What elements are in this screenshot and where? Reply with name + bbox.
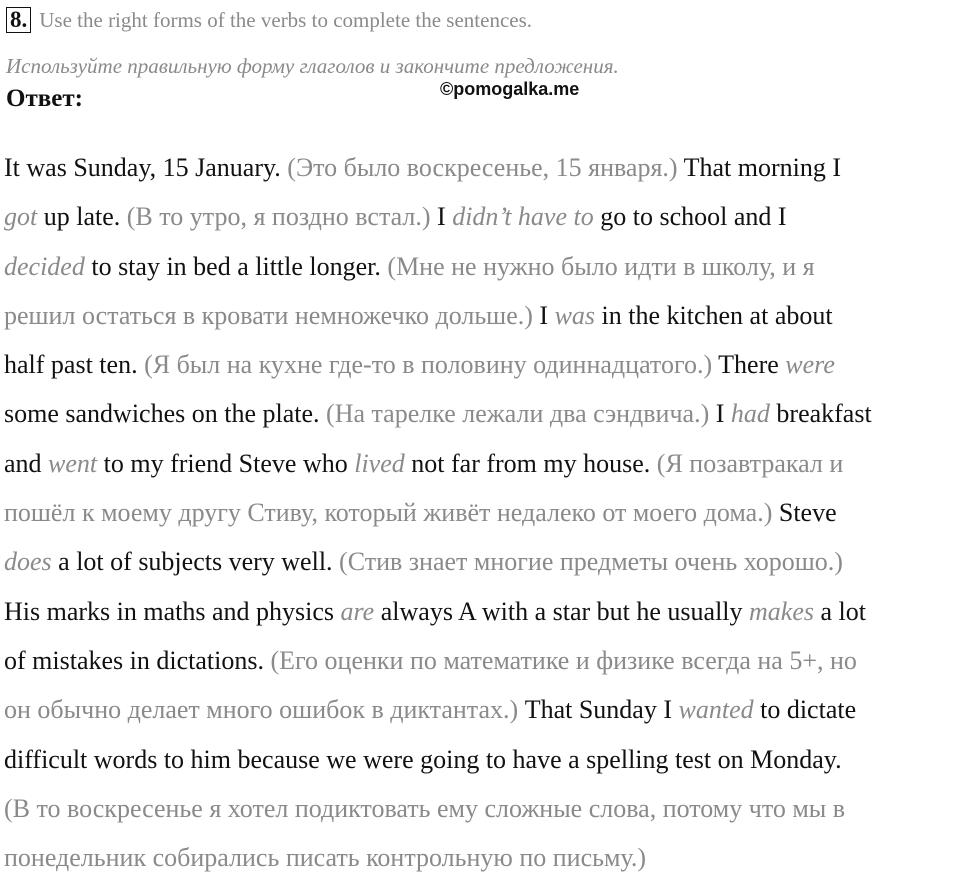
task-header [6,4,950,113]
translation-text: (На тарелке лежали два сэндвича.) [326,399,710,429]
english-text: half past ten. [4,350,145,380]
verb-answer: makes [749,596,814,626]
text-line [4,291,958,340]
text-line [4,587,958,636]
text-line [4,833,958,882]
verb-answer: got [4,202,38,232]
text-line [4,340,958,389]
text-line [4,488,958,537]
english-text: Steve [772,498,837,528]
verb-answer: lived [354,448,405,478]
english-text: always A with a star but he usually [374,596,750,626]
english-text: There [712,350,786,380]
text-line [4,784,958,833]
english-text: That Sunday I [518,695,679,725]
english-text: a lot [814,596,866,626]
instruction-english: Use the right forms of the verbs to complete the sentences. [39,7,533,32]
text-line [4,439,958,488]
english-text: breakfast [769,399,872,429]
text-line [4,143,958,192]
english-text: difficult words to him because we were going to have a spelling test on Monday. [4,744,842,774]
text-line [4,685,958,734]
english-text: some sandwiches on the plate. [4,399,327,429]
verb-answer: does [4,547,52,577]
english-text: up late. [37,202,127,232]
translation-text: (Стив знает многие предметы очень хорошо.) [339,547,843,577]
english-text: and [4,448,49,478]
translation-text: (Мне не нужно было идти в школу, и я [387,251,815,281]
translation-text: пошёл к моему другу Стиву, который живёт недалеко от моего дома.) [4,498,773,528]
task-number-box: 8. [6,7,31,33]
text-line [4,636,958,685]
verb-answer: are [340,596,375,626]
translation-text: (В то воскресенье я хотел подиктовать ему сложные слова, потому что мы в [4,793,846,823]
english-text: That morning I [677,153,842,182]
verb-answer: was [554,300,596,330]
verb-answer: had [730,399,770,429]
translation-text: (Это было воскресенье, 15 января.) [287,153,678,182]
english-text: in the kitchen at about [595,300,833,330]
answer-row [6,79,950,113]
translation-text: (В то утро, я поздно встал.) [126,202,431,232]
english-text: of mistakes in dictations. [4,645,271,675]
english-text: I [532,300,555,330]
text-line [4,242,958,291]
verb-answer: went [48,448,98,478]
english-text: a lot of subjects very well. [51,547,340,577]
english-text: It was Sunday, 15 January. [4,153,288,182]
translation-text: (Я позавтракал и [656,448,844,478]
text-line [4,735,958,784]
text-line [4,192,958,241]
answer-text [4,143,958,882]
translation-text: (Его оценки по математике и физике всегда на 5+, но [270,645,857,675]
english-text: to stay in bed a little longer. [84,251,388,281]
translation-text: он обычно делает много ошибок в диктантах.) [4,695,519,725]
english-text: to dictate [753,695,857,725]
instruction-russian: Используйте правильную форму глаголов и закончите предложения. [6,54,619,78]
text-line [4,537,958,586]
verb-answer: wanted [678,695,754,725]
translation-text: решил остаться в кровати немножечко дольше.) [4,300,533,330]
verb-answer: decided [4,251,85,281]
english-text: I [430,202,453,232]
english-text: His marks in maths and physics [4,596,341,626]
translation-text: понедельник собирались писать контрольную по письму.) [4,843,646,873]
english-text: I [709,399,731,429]
translation-text: (Я был на кухне где-то в половину одиннадцатого.) [144,350,713,380]
answer-label: Ответ: [6,85,83,112]
english-text: go to school and I [593,202,787,232]
english-text: not far from my house. [404,448,657,478]
verb-answer: didn’t have to [452,202,594,232]
watermark: ©pomogalka.me [440,79,580,99]
english-text: to my friend Steve who [97,448,355,478]
verb-answer: were [785,350,835,380]
task-instruction-row [6,4,950,36]
text-line [4,389,958,438]
